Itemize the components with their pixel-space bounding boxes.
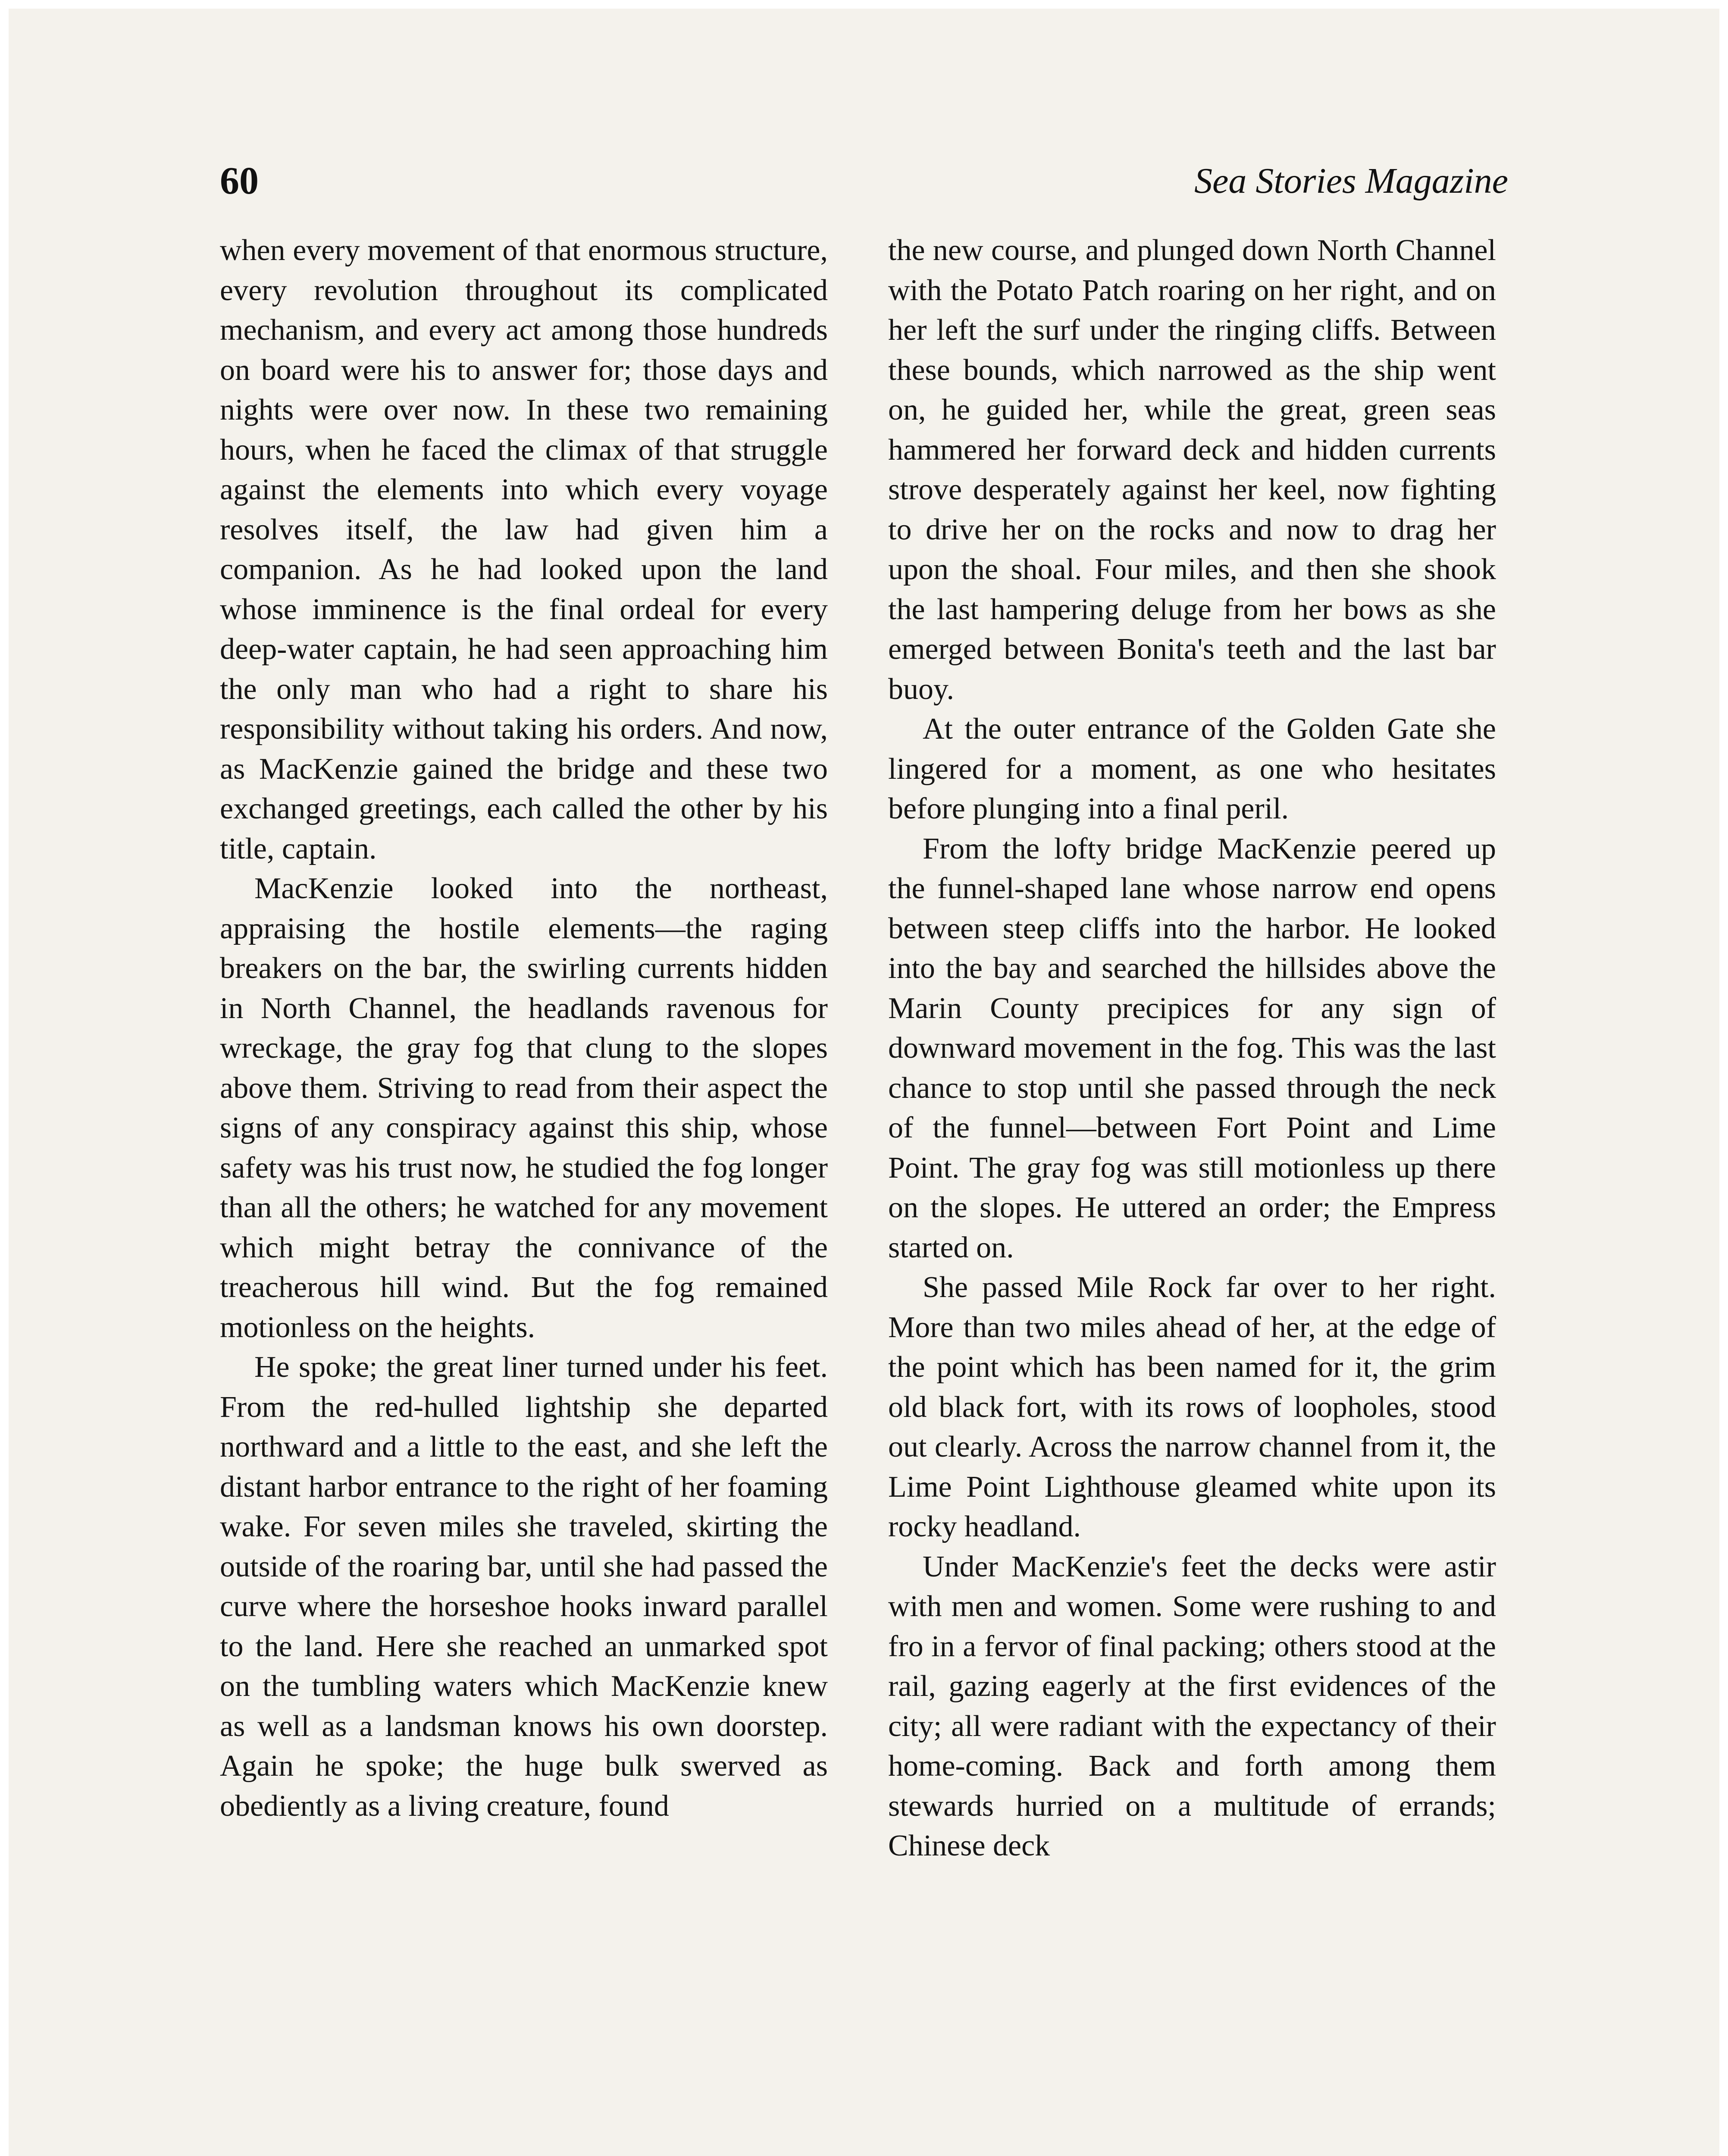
paragraph: when every movement of that enormous structure, every revolution throughout its complicated mechanism, and every act among those hundreds on board were his to answer for; those days and nights were over now. In these two remaining hours, when he faced the climax of that struggle against the elements into which every voyage resolves itself, the law had given him a companion. As he had looked upon the land whose imminence is the final ordeal for every deep-water captain, he had seen approaching him the only man who had a right to share his responsibility without taking his orders. And now, as MacKenzie gained the bridge and these two exchanged greetings, each called the other by his title, captain. bbox=[220, 234, 828, 865]
running-title: Sea Stories Magazine bbox=[1194, 161, 1508, 201]
paragraph: She passed Mile Rock far over to her right. More than two miles ahead of her, at the edge of the point which has been named for it, the grim old black fort, with its rows of loopholes, stood out clearly. Across the narrow channel from it, the Lime Point Lighthouse gleamed white upon its rocky headland. bbox=[888, 1271, 1496, 1543]
page-number: 60 bbox=[220, 160, 259, 202]
paragraph: From the lofty bridge MacKenzie peered up the funnel-shaped lane whose narrow end opens between steep cliffs into the harbor. He looked into the bay and searched the hillsides above the Marin County precipices for any sign of downward movement in the fog. This was the last chance to stop until she passed through the neck of the funnel—between Fort Point and Lime Point. The gray fog was still motionless up there on the slopes. He uttered an order; the Empress started on. bbox=[888, 832, 1496, 1264]
paragraph: MacKenzie looked into the northeast, appraising the hostile elements—the raging breakers on the bar, the swirling currents hidden in North Channel, the headlands ravenous for wreckage, the gray fog that clung to the slopes above them. Striving to read from their aspect the signs of any conspiracy against this ship, whose safety was his trust now, he studied the fog longer than all the others; he watched for any movement which might betray the connivance of the treacherous hill wind. But the fog remained motionless on the heights. bbox=[220, 872, 828, 1344]
paragraph: Under MacKenzie's feet the decks were astir with men and women. Some were rushing to and fro in a fervor of final packing; others stood at the rail, gazing eagerly at the first evidences of the city; all were radiant with the expectancy of their home-coming. Back and forth among them stewards hurried on a multitude of errands; Chinese deck bbox=[888, 1550, 1496, 1862]
text-column-left bbox=[220, 231, 828, 1826]
page-header bbox=[220, 155, 1508, 216]
paragraph: He spoke; the great liner turned under his feet. From the red-hulled lightship she departed northward and a little to the east, and she left the distant harbor entrance to the right of her foaming wake. For seven miles she traveled, skirting the outside of the roaring bar, until she had passed the curve where the horseshoe hooks inward parallel to the land. Here she reached an unmarked spot on the tumbling waters which MacKenzie knew as well as a landsman knows his own doorstep. Again he spoke; the huge bulk swerved as obediently as a living creature, found bbox=[220, 1351, 828, 1823]
paragraph: At the outer entrance of the Golden Gate she lingered for a moment, as one who hesitates before plunging into a final peril. bbox=[888, 712, 1496, 825]
text-column-right bbox=[888, 231, 1496, 1866]
magazine-page bbox=[9, 9, 1719, 2156]
paragraph: the new course, and plunged down North Channel with the Potato Patch roaring on her right, and on her left the surf under the ringing cliffs. Between these bounds, which narrowed as the ship went on, he guided her, while the great, green seas hammered her forward deck and hidden currents strove desperately against her keel, now fighting to drive her on the rocks and now to drag her upon the shoal. Four miles, and then she shook the last hampering deluge from her bows as she emerged between Bonita's teeth and the last bar buoy. bbox=[888, 234, 1496, 706]
